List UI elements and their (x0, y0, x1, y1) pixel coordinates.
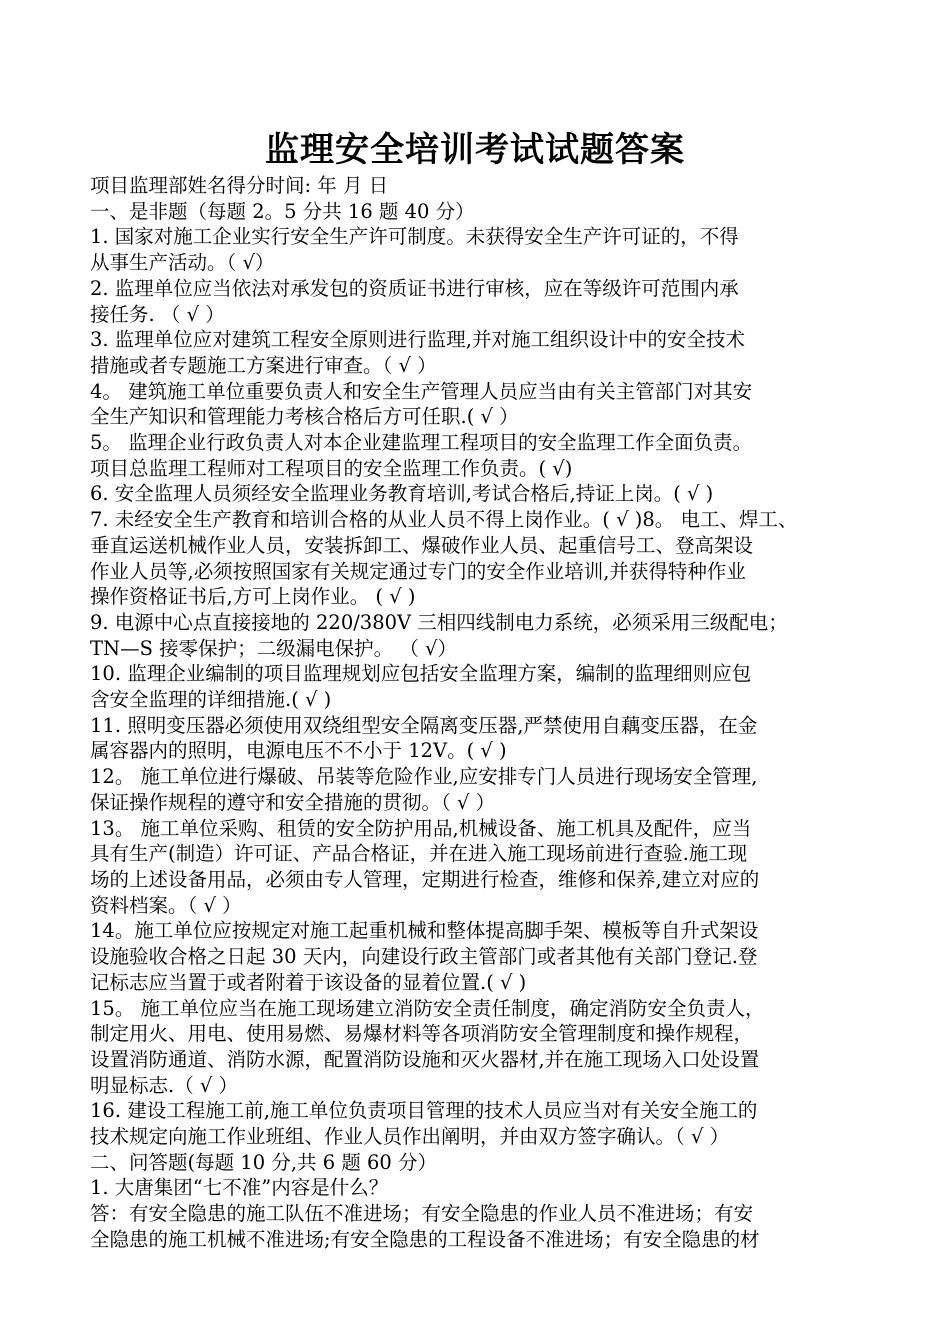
text-line: 二、问答题(每题 10 分,共 6 题 60 分） (90, 1150, 438, 1174)
text-line: 设施验收合格之日起 30 天内，向建设行政主管部门或者其他有关部门登记.登 (90, 945, 758, 969)
text-line: 答：有安全隐患的施工队伍不准进场；有安全隐患的作业人员不准进场；有安 (90, 1202, 754, 1226)
text-line: 12。 施工单位进行爆破、吊装等危险作业,应安排专门人员进行现场安全管理, (90, 765, 758, 789)
text-line: 项目总监理工程师对工程项目的安全监理工作负责。( √) (90, 456, 573, 480)
text-line: 1. 大唐集团“七不准”内容是什么？ (90, 1176, 389, 1200)
text-line: 作业人员等,必须按照国家有关规定通过专门的安全作业培训,并获得特种作业 (90, 559, 746, 583)
text-line: 9. 电源中心点直接接地的 220/380V 三相四线制电力系统，必须采用三级配电； (90, 610, 788, 634)
text-line: 4。 建筑施工单位重要负责人和安全生产管理人员应当由有关主管部门对其安 (90, 379, 753, 403)
text-line: 一、是非题（每题 2。5 分共 16 题 40 分） (90, 199, 475, 223)
text-line: 全生产知识和管理能力考核合格后方可任职.( √ ） (90, 405, 519, 429)
text-line: 操作资格证书后,方可上岗作业。 ( √ ) (90, 585, 416, 609)
text-line: 项目监理部姓名得分时间: 年 月 日 (90, 174, 389, 197)
text-line: 13。 施工单位采购、租赁的安全防护用品,机械设备、施工机具及配件，应当 (90, 816, 752, 840)
document-title: 监理安全培训考试试题答案 (265, 130, 685, 170)
text-line: 3. 监理单位应对建筑工程安全原则进行监理,并对施工组织设计中的安全技术 (90, 328, 746, 352)
text-line: 制定用火、用电、使用易燃、易爆材料等各项消防安全管理制度和操作规程， (90, 1022, 754, 1046)
text-line: 属容器内的照明，电源电压不不小于 12V。( √ ) (90, 739, 507, 763)
text-line: 1. 国家对施工企业实行安全生产许可制度。未获得安全生产许可证的，不得 (90, 225, 739, 249)
text-line: 5。 监理企业行政负责人对本企业建监理工程项目的安全监理工作全面负责。 (90, 431, 753, 455)
document-body (90, 173, 865, 1253)
text-line: 资料档案。（ √ ） (90, 893, 242, 917)
text-line: TN—S 接零保护；二级漏电保护。 （ √） (90, 636, 457, 660)
text-line: 保证操作规程的遵守和安全措施的贯彻。（ √ ） (90, 790, 496, 814)
text-line: 接任务. （ √ ） (90, 302, 225, 326)
text-line: 明显标志.（ √ ） (90, 1073, 239, 1097)
text-line: 7. 未经安全生产教育和培训合格的从业人员不得上岗作业。( √ )8。 电工、焊工、 (90, 508, 798, 532)
text-line: 6. 安全监理人员须经安全监理业务教育培训,考试合格后,持证上岗。( √ ) (90, 482, 714, 506)
text-line: 15。 施工单位应当在施工现场建立消防安全责任制度，确定消防安全负责人， (90, 996, 765, 1020)
text-line: 措施或者专题施工方案进行审查。（ √ ） (90, 353, 437, 377)
text-line: 16. 建设工程施工前,施工单位负责项目管理的技术人员应当对有关安全施工的 (90, 1099, 758, 1123)
text-line: 2. 监理单位应当依法对承发包的资质证书进行审核，应在等级许可范围内承 (90, 276, 739, 300)
text-line: 场的上述设备用品，必须由专人管理，定期进行检查，维修和保养,建立对应的 (90, 867, 760, 891)
text-line: 技术规定向施工作业班组、作业人员作出阐明，并由双方签字确认。（ √ ） (90, 1125, 730, 1149)
text-line: 记标志应当置于或者附着于该设备的显着位置.( √ ) (90, 970, 527, 994)
text-line: 10. 监理企业编制的项目监理规划应包括安全监理方案，编制的监理细则应包 (90, 662, 752, 686)
text-line: 14。施工单位应按规定对施工起重机械和整体提高脚手架、模板等自升式架设 (90, 919, 759, 943)
text-line: 设置消防通道、消防水源，配置消防设施和灭火器材,并在施工现场入口处设置 (90, 1047, 760, 1071)
text-line: 垂直运送机械作业人员，安装拆卸工、爆破作业人员、起重信号工、登高架设 (90, 533, 754, 557)
text-line: 从事生产活动。（ √） (90, 251, 275, 275)
text-line: 11. 照明变压器必须使用双绕组型安全隔离变压器,严禁使用自藕变压器，在金 (90, 713, 758, 737)
text-line: 具有生产(制造）许可证、产品合格证，并在进入施工现场前进行查验.施工现 (90, 842, 748, 866)
text-line: 全隐患的施工机械不准进场;有安全隐患的工程设备不准进场；有安全隐患的材 (90, 1227, 760, 1251)
text-line: 含安全监理的详细措施.( √ ) (90, 688, 332, 712)
